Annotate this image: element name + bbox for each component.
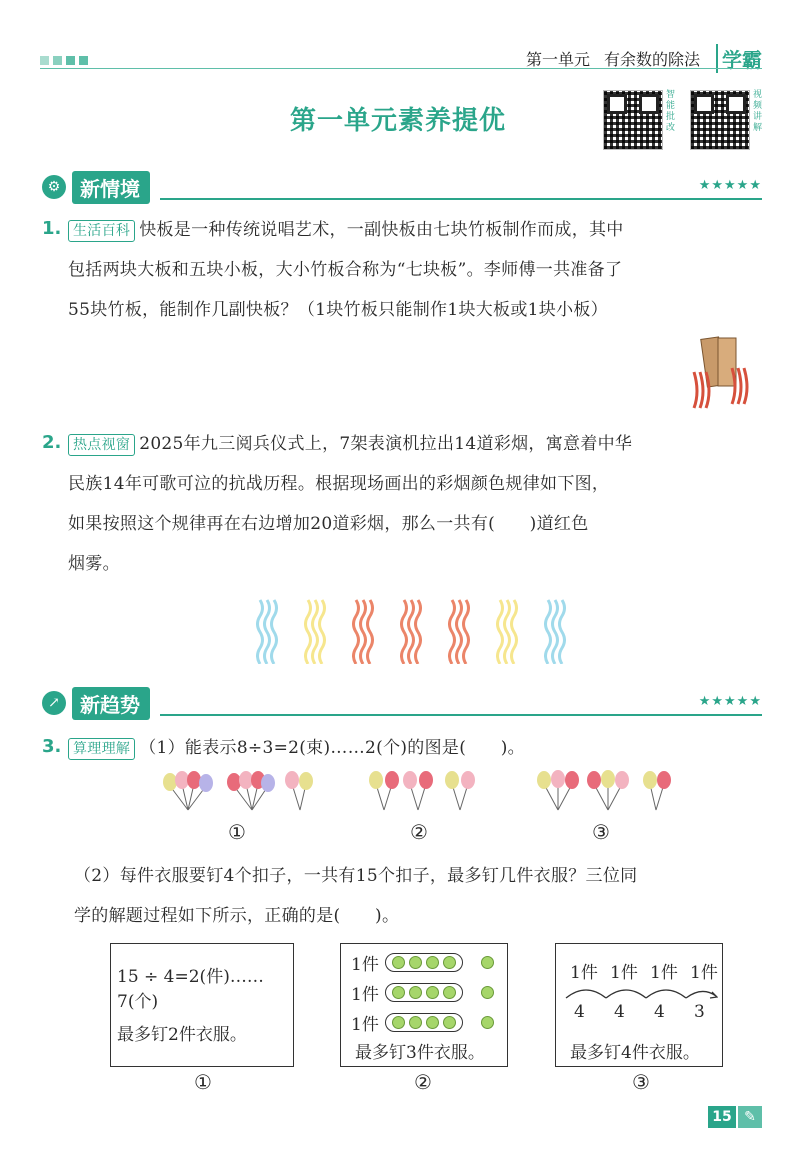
question-number: 2. (42, 432, 62, 453)
button-dot (426, 1016, 439, 1029)
solution-answer: 最多钉2件衣服。 (117, 1025, 247, 1045)
qr-code-grading[interactable] (603, 90, 663, 150)
group-oval (385, 983, 463, 1002)
smoke-trail (544, 598, 566, 664)
button-dot (443, 1016, 456, 1029)
section-title: 新趋势 (72, 687, 150, 720)
header-topic: 有余数的除法 (603, 50, 700, 69)
section-title: 新情境 (72, 171, 150, 204)
question-line: （1）能表示8÷3=2(束)……2(个)的图是( )。 (139, 738, 525, 758)
button-dot (443, 956, 456, 969)
section-header-new-context (42, 172, 150, 202)
group-label: 1件 (351, 985, 379, 1005)
option-label: ① (194, 1070, 212, 1094)
jump-value: 4 (614, 1002, 625, 1022)
question-line: 烟雾。 (68, 554, 120, 574)
smoke-trail (496, 598, 518, 664)
button-dot (426, 986, 439, 999)
question-3-part2 (74, 856, 760, 936)
question-line: 如果按照这个规律再在右边增加20道彩烟，那么一共有( )道红色 (68, 514, 589, 534)
button-dot (409, 956, 422, 969)
group-label: 1件 (351, 1015, 379, 1035)
question-number: 3. (42, 736, 62, 757)
qr-code-video[interactable] (690, 90, 750, 150)
qr-label-video: 视频讲解 (753, 90, 763, 133)
header-decoration (40, 56, 88, 65)
balloon-option-2 (368, 770, 478, 816)
button-dot (392, 1016, 405, 1029)
button-dot (481, 986, 494, 999)
page-title: 第一单元素养提优 (290, 106, 507, 136)
solution-box-2 (340, 943, 508, 1067)
button-dot (392, 956, 405, 969)
question-tag: 生活百科 (68, 220, 135, 242)
section-rule (160, 714, 762, 716)
section-header-new-trend (42, 688, 150, 718)
jump-label: 1件 (570, 963, 598, 983)
jump-label: 1件 (610, 963, 638, 983)
question-line: 包括两块大板和五块小板，大小竹板合称为“七块板”。李师傅一共准备了 (68, 260, 623, 280)
question-line: 快板是一种传统说唱艺术，一副快板由七块竹板制作而成，其中 (139, 220, 624, 240)
jump-label: 1件 (650, 963, 678, 983)
jump-arcs (562, 982, 718, 1002)
gear-icon: ⚙ (42, 175, 66, 199)
question-3-part1 (68, 728, 760, 768)
page-number: 15 (708, 1106, 736, 1128)
question-line: （2）每件衣服要钉4个扣子，一共有15个扣子，最多钉几件衣服？三位同 (74, 866, 638, 886)
question-1-text (68, 210, 760, 330)
question-tag: 算理理解 (68, 738, 135, 760)
question-line: 民族14年可歌可泣的抗战历程。根据现场画出的彩烟颜色规律如下图， (68, 474, 610, 494)
button-dot (409, 1016, 422, 1029)
group-label: 1件 (351, 955, 379, 975)
qr-label-grading: 智能批改 (666, 90, 676, 133)
solution-answer: 最多钉3件衣服。 (355, 1043, 485, 1063)
smoke-trail (304, 598, 326, 664)
balloon-option-1 (160, 770, 320, 816)
question-tag: 热点视窗 (68, 434, 135, 456)
solution-answer: 最多钉4件衣服。 (570, 1043, 700, 1063)
option-label: ① (228, 820, 246, 844)
jump-label: 1件 (690, 963, 718, 983)
brand-logo: 学霸 (716, 44, 762, 73)
header-unit: 第一单元 (525, 50, 590, 69)
section-rule (160, 198, 762, 200)
solution-box-3 (555, 943, 723, 1067)
button-group-row (351, 1010, 494, 1035)
header-rule (40, 68, 762, 69)
question-2-text (68, 424, 760, 584)
smoke-trail (400, 598, 422, 664)
option-label: ③ (632, 1070, 650, 1094)
button-dot (481, 1016, 494, 1029)
smoke-trail (352, 598, 374, 664)
clapper-board-illustration (684, 332, 756, 412)
question-number: 1. (42, 218, 62, 239)
difficulty-stars: ★★★★★ (698, 178, 762, 193)
jump-value: 4 (654, 1002, 665, 1022)
button-group-row (351, 950, 494, 975)
header-title (512, 47, 700, 70)
question-line: 学的解题过程如下所示，正确的是( )。 (74, 906, 400, 926)
question-line: 55块竹板，能制作几副快板？（1块竹板只能制作1块大板或1块小板） (68, 300, 608, 320)
button-dot (426, 956, 439, 969)
solution-box-1 (110, 943, 294, 1067)
option-label: ② (410, 820, 428, 844)
jump-value: 4 (574, 1002, 585, 1022)
button-dot (392, 986, 405, 999)
trend-arrow-icon: ↗ (42, 691, 66, 715)
balloon-option-3 (536, 770, 676, 816)
group-oval (385, 1013, 463, 1032)
pencil-icon: ✎ (738, 1106, 762, 1128)
question-line: 2025年九三阅兵仪式上，7架表演机拉出14道彩烟，寓意着中华 (139, 434, 633, 454)
jump-value: 3 (694, 1002, 705, 1022)
solution-expression: 15 ÷ 4=2(件)……7(个) (117, 967, 264, 1012)
option-label: ③ (592, 820, 610, 844)
button-dot (481, 956, 494, 969)
button-dot (409, 986, 422, 999)
button-dot (443, 986, 456, 999)
smoke-trail (256, 598, 278, 664)
smoke-trail (448, 598, 470, 664)
difficulty-stars: ★★★★★ (698, 694, 762, 709)
option-label: ② (414, 1070, 432, 1094)
group-oval (385, 953, 463, 972)
button-group-row (351, 980, 494, 1005)
